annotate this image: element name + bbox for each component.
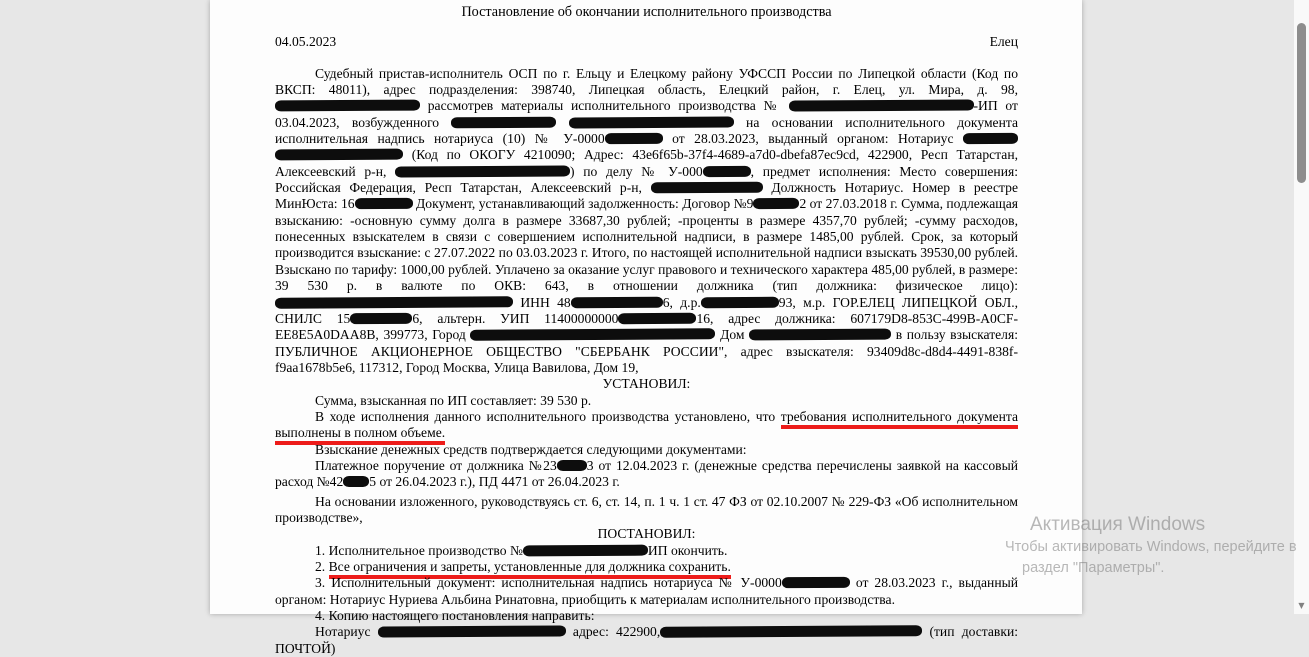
redaction-mark bbox=[701, 296, 779, 307]
scrollbar-thumb[interactable] bbox=[1297, 23, 1306, 183]
scrollbar-down-icon[interactable]: ▼ bbox=[1298, 601, 1305, 610]
document-date: 04.05.2023 bbox=[275, 34, 337, 50]
redaction-mark bbox=[378, 626, 566, 638]
redaction-mark bbox=[651, 182, 763, 194]
redaction-mark bbox=[470, 328, 715, 340]
redaction-mark bbox=[395, 165, 570, 177]
redaction-mark bbox=[703, 166, 751, 177]
paragraph: 2. Все ограничения и запреты, установленные для должника сохранить. bbox=[275, 559, 1018, 575]
document-city: Елец bbox=[989, 34, 1018, 50]
paragraph: На основании изложенного, руководствуясь ст. 6, ст. 14, п. 1 ч. 1 ст. 47 ФЗ от 02.10.2007 № 229-ФЗ «Об исполнительном производстве», bbox=[275, 493, 1018, 525]
redaction-mark bbox=[523, 544, 648, 556]
watermark-line2: Чтобы активировать Windows, перейдите в bbox=[1005, 539, 1297, 555]
redaction-mark bbox=[350, 313, 412, 324]
paragraph: В ходе исполнения данного исполнительного производства установлено, что требования исполнительного документа выполнены в полном объеме. bbox=[275, 409, 1018, 442]
redaction-mark bbox=[789, 100, 974, 112]
section-heading: УСТАНОВИЛ: bbox=[602, 376, 691, 392]
redaction-mark bbox=[343, 476, 369, 487]
paragraph: Платежное поручение от должника №23 3 от 12.04.2023 г. (денежные средства перечислены заявкой на кассовый расход №42 5 от 26.04.2023 г.), ПД 4471 от 26.04.2023 г. bbox=[275, 457, 1018, 490]
redaction-mark bbox=[749, 329, 891, 341]
redaction-mark bbox=[569, 116, 734, 128]
redaction-mark bbox=[557, 460, 587, 471]
red-underlined-text: Все ограничения и запреты, установленные для должника сохранить. bbox=[329, 559, 731, 579]
redaction-mark bbox=[660, 626, 922, 639]
red-underlined-text: требования исполнительного документа выполнены в полном объеме. bbox=[275, 409, 1018, 445]
redaction-mark bbox=[275, 100, 420, 112]
document-body bbox=[275, 66, 1018, 657]
redaction-mark bbox=[782, 577, 850, 588]
redaction-mark bbox=[618, 313, 696, 324]
redaction-mark bbox=[753, 198, 799, 209]
redaction-mark bbox=[275, 149, 403, 161]
document-page bbox=[210, 0, 1082, 656]
scrollbar[interactable] bbox=[1294, 0, 1309, 614]
document-date-row bbox=[275, 34, 1018, 50]
section-heading: ПОСТАНОВИЛ: bbox=[597, 526, 696, 542]
redaction-mark bbox=[571, 296, 663, 308]
redaction-mark bbox=[275, 296, 513, 308]
redaction-mark bbox=[355, 198, 413, 209]
redaction-mark bbox=[605, 133, 663, 144]
paragraph: 3. Исполнительный документ: исполнительная надпись нотариуса № У-0000 от 28.03.2023 г., выданный органом: Нотариус Нуриева Альбина Ринатовна, приобщить к материалам исполнительного производства. bbox=[275, 575, 1019, 607]
paragraph: 1. Исполнительное производство № ИП окончить. bbox=[315, 542, 728, 558]
watermark-title: Активация Windows bbox=[1030, 514, 1206, 535]
paragraph: Взыскание денежных средств подтверждается следующими документами: bbox=[315, 441, 747, 457]
watermark-line3: раздел "Параметры". bbox=[1022, 560, 1165, 576]
paragraph: Нотариус адрес: 422900, (тип доставки: ПОЧТОЙ) bbox=[275, 624, 1018, 656]
redaction-mark bbox=[451, 116, 556, 128]
document-title: Постановление об окончании исполнительного производства bbox=[461, 4, 832, 20]
paragraph: Судебный пристав-исполнитель ОСП по г. Ельцу и Елецкому району УФССП России по Липецкой области (Код по ВКСП: 48011), адрес подразделения: 398740, Липецкая область, Елецкий район, г. Елец, ул. Мира, д. 98, рассмотрев материалы исполнительного производства № -ИП от 03.04.2023, возбужденного на основании исполнительного документа исполнительная надпись нотариуса (10) № У-0000 от 28.03.2023, выданный органом: Нотариус (Код по ОКОГУ 4210090; Адрес: 43e6f65b-37f4-4689-a7d0-dbefa87ec9cd, 422900, Респ Татарстан, Алексеевский р-н, ) по делу № У-000 , предмет исполнения: Место совершения: Российская Федерация, Респ Татарстан, Алексеевский р-н, Должность Нотариус. Номер в реестре МинЮста: 16 Документ, устанавливающий задолженность: Договор №9 2 от 27.03.2018 г. Сумма, подлежащая взысканию: -основную сумму долга в размере 33687,30 рублей; -проценты в размере 4357,70 рублей; -сумму расходов, понесенных взыскателем в связи с совершением исполнительной надписи, в размере 1485,00 рублей. Срок, за который производится взыскание: с 27.07.2022 по 03.03.2023 г. Итого, по настоящей исполнительной надписи взыскать 39530,00 рублей. Взыскано по тарифу: 1000,00 рублей. Уплачено за оказание услуг правового и технического характера 485,00 рублей, в размере: 39 530 р. в валюте по ОКВ: 643, в отношении должника (тип должника: физическое лицо): ИНН 48 6, д.р. 93, м.р. ГОР.ЕЛЕЦ ЛИПЕЦКОЙ ОБЛ., СНИЛС 15 6, альтерн. УИП 11400000000 16, адрес должника: 607179D8-853C-499B-A0CF-EE8E5A0DAA8B, 399773, Город Дом в пользу взыскателя: ПУБЛИЧНОЕ АКЦИОНЕРНОЕ ОБЩЕСТВО "СБЕРБАНК РОССИИ", адрес взыскателя: 93409d8c-d8d4-4491-838f-f9aa1678b5e6, 117312, Город Москва, Улица Вавилова, Дом 19, bbox=[275, 65, 1019, 375]
redaction-mark bbox=[963, 133, 1018, 144]
paragraph: 4. Копию настоящего постановления направить: bbox=[315, 608, 595, 624]
paragraph: Сумма, взысканная по ИП составляет: 39 530 р. bbox=[315, 392, 592, 408]
